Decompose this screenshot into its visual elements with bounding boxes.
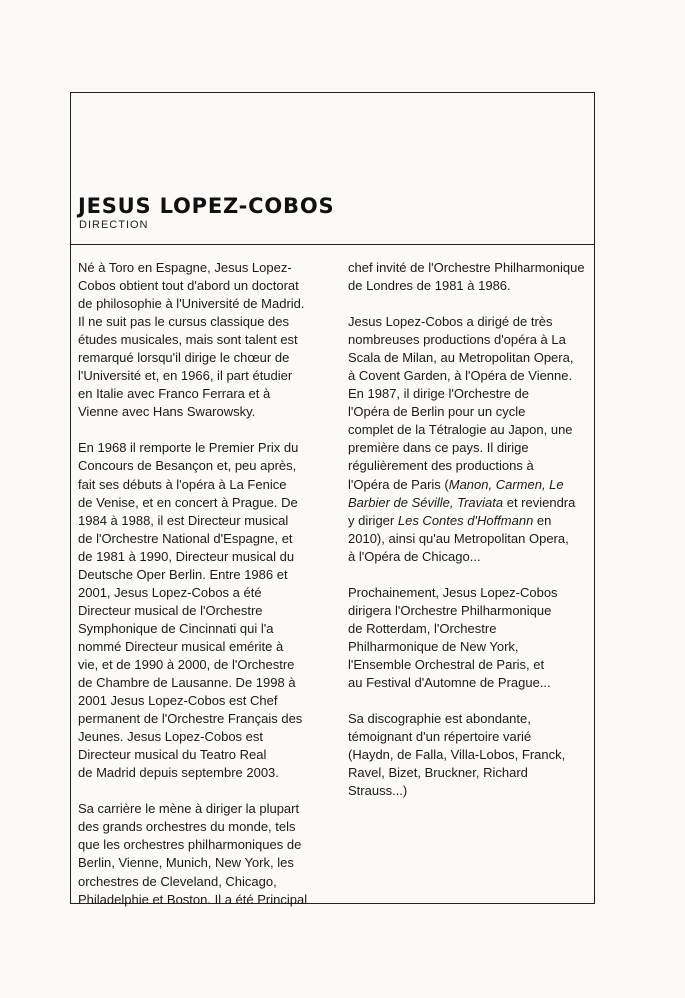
opera-text-b: et reviendra y diriger bbox=[348, 494, 576, 528]
left-column bbox=[78, 259, 328, 927]
opera-text-c: en 2010), ainsi qu'au Metropolitan Opera, à l'Opéra de Chicago... bbox=[348, 512, 569, 564]
opera-text-a: Jesus Lopez-Cobos a dirigé de très nombreuses productions d'opéra à La Scala de Milan, au Metropolitan Opera, à Covent Garden, à l'Opéra de Vienne. En 1987, il dirige l'Orchestre de l'Opéra de Berlin pour un cycle complet de la Tétralogie au Japon, une première dans ce pays. Il dirige régulièrement des productions à l'Opéra de Paris ( bbox=[348, 314, 574, 492]
artist-name: JESUS LOPEZ-COBOS bbox=[78, 194, 335, 218]
right-column bbox=[348, 259, 593, 818]
bio-paragraph-2: En 1968 il remporte le Premier Prix du Concours de Besançon et, peu après, fait ses débuts à l'opéra à La Fenice de Venise, et en concert à Prague. De 1984 à 1988, il est Directeur musical de l'Orchestre National d'Espagne, et de 1981 à 1990, Directeur musical du Deutsche Oper Berlin. Entre 1986 et 2001, Jesus Lopez-Cobos a été Directeur musical de l'Orchestre Symphonique de Cincinnati qui l'a nommé Directeur musical emérite à vie, et de 1990 à 2000, de l'Orchestre de Chambre de Lausanne. De 1998 à 2001 Jesus Lopez-Cobos est Chef permanent de l'Orchestre Français des Jeunes. Jesus Lopez-Cobos est Directeur musical du Teatro Real de Madrid depuis septembre 2003. bbox=[78, 440, 303, 781]
opera-title-hoffmann: Les Contes d'Hoffmann bbox=[397, 512, 534, 528]
bio-paragraph-1: Né à Toro en Espagne, Jesus Lopez- Cobos obtient tout d'abord un doctorat de philosophie à l'Université de Madrid. Il ne suit pas le cursus classique des études musicales, mais sont talent est remarqué lorsqu'il dirige le chœur de l'Université et, en 1966, il part étudier en Italie avec Franco Ferrara et à Vienne avec Hans Swarowsky. bbox=[78, 260, 305, 420]
bio-paragraph-4: chef invité de l'Orchestre Philharmonique de Londres de 1981 à 1986. bbox=[348, 260, 585, 294]
artist-role: DIRECTION bbox=[79, 219, 149, 231]
header-divider bbox=[70, 244, 595, 245]
bio-paragraph-5 bbox=[348, 313, 593, 566]
bio-paragraph-7: Sa discographie est abondante, témoignant d'un répertoire varié (Haydn, de Falla, Villa-Lobos, Franck, Ravel, Bizet, Bruckner, Richard Strauss...) bbox=[348, 711, 566, 799]
opera-titles-paris: Manon, Carmen, Le Barbier de Séville, Traviata bbox=[348, 476, 564, 510]
bio-paragraph-3: Sa carrière le mène à diriger la plupart des grands orchestres du monde, tels que les orchestres philharmoniques de Berlin, Vienne, Munich, New York, les orchestres de Cleveland, Chicago, Philadelphie et Boston. Il a été Principal bbox=[78, 801, 308, 907]
bio-paragraph-6: Prochainement, Jesus Lopez-Cobos dirigera l'Orchestre Philharmonique de Rotterdam, l'Orchestre Philharmonique de New York, l'Ensemble Orchestral de Paris, et au Festival d'Automne de Prague... bbox=[348, 584, 558, 690]
